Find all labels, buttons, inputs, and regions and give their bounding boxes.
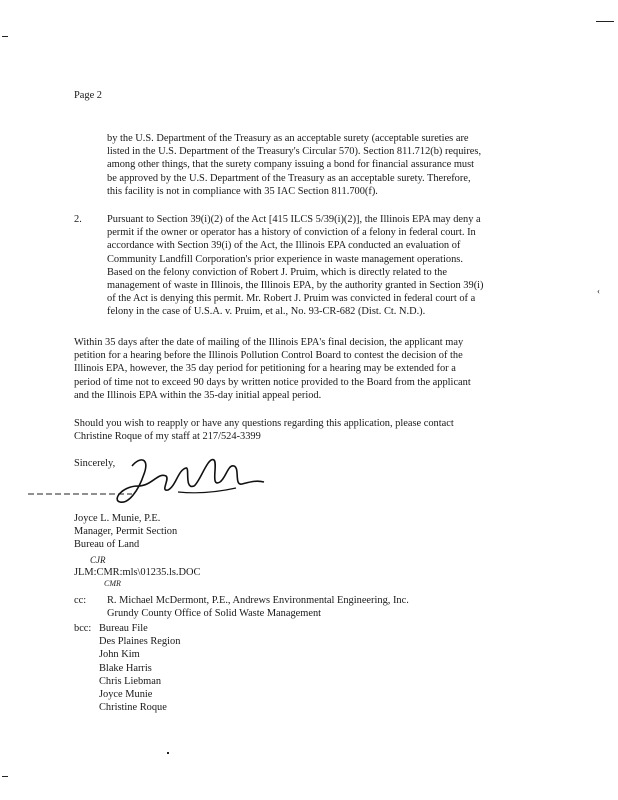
text-line: permit if the owner or operator has a history of conviction of a felony in federal court. In (107, 227, 476, 239)
item-number: 2. (74, 214, 82, 225)
signature (28, 452, 268, 512)
text-line: management of waste in Illinois, the Illinois EPA, by the authority granted in Section 39(i) (107, 280, 484, 292)
text-line: Within 35 days after the date of mailing of the Illinois EPA's final decision, the applicant may (74, 337, 464, 348)
text-line: of the Act is denying this permit. Mr. Robert J. Pruim was convicted in federal court of a (107, 293, 476, 305)
bcc-recipient: Bureau File (99, 623, 148, 634)
text-line: listed in the U.S. Department of the Treasury's Circular 570). Section 811.712(b) requires, (107, 146, 482, 158)
handwritten-initials-top: CJR (90, 555, 106, 565)
text-line: by the U.S. Department of the Treasury as an acceptable surety (acceptable sureties are (107, 133, 469, 144)
bcc-recipient: Blake Harris (99, 662, 152, 674)
bcc-recipient: Christine Roque (99, 702, 167, 714)
signer-title: Manager, Permit Section (74, 526, 178, 538)
signer-name: Joyce L. Munie, P.E. (74, 513, 161, 524)
cc-label: cc: (74, 595, 87, 606)
text-line: and the Illinois EPA within the 35-day initial appeal period. (74, 389, 322, 401)
text-line: felony in the case of U.S.A. v. Pruim, et al., No. 93-CR-682 (Dist. Ct. N.D.). (107, 306, 426, 318)
scan-dot (167, 752, 169, 754)
bcc-recipient: John Kim (99, 649, 140, 661)
signature-block (74, 512, 177, 552)
bcc-list (99, 622, 180, 714)
closing: Sincerely, (74, 458, 116, 469)
continuation-paragraph (107, 132, 481, 198)
text-line: period of time not to exceed 90 days by written notice provided to the Board from the applicant (74, 376, 471, 388)
contact-paragraph (74, 417, 454, 443)
reference-code: JLM:CMR:mls\01235.ls.DOC (74, 567, 201, 578)
scan-mark-top-right (596, 21, 614, 22)
cc-recipient: R. Michael McDermont, P.E., Andrews Environmental Engineering, Inc. (107, 595, 409, 606)
text-line: among other things, that the surety company issuing a bond for financial assurance must (107, 159, 475, 171)
text-line: Illinois EPA, however, the 35 day period for petitioning for a hearing may be extended for a (74, 363, 456, 375)
text-line: petition for a hearing before the Illinois Pollution Control Board to contest the decision of the (74, 350, 463, 362)
margin-mark: ‹ (597, 286, 600, 296)
text-line: Community Landfill Corporation's prior experience in waste management operations. (107, 253, 463, 265)
text-line: Pursuant to Section 39(i)(2) of the Act [415 ILCS 5/39(i)(2)], the Illinois EPA may deny a (107, 214, 481, 225)
bcc-recipient: Des Plaines Region (99, 636, 181, 648)
cc-recipient: Grundy County Office of Solid Waste Management (107, 608, 322, 620)
text-line: accordance with Section 39(i) of the Act, the Illinois EPA conducted an evaluation of (107, 240, 461, 252)
text-line: be approved by the U.S. Department of the Treasury as an acceptable surety. Therefore, (107, 172, 471, 184)
cc-list (107, 594, 409, 620)
handwritten-initials-bottom: CMR (104, 579, 121, 588)
page-label: Page 2 (74, 90, 102, 101)
scan-mark-bottom-left (2, 776, 8, 777)
item-2-paragraph (107, 213, 484, 319)
text-line: Christine Roque of my staff at 217/524-3399 (74, 431, 261, 443)
scan-mark-top-left (2, 36, 8, 37)
bcc-recipient: Chris Liebman (99, 675, 162, 687)
bcc-label: bcc: (74, 623, 92, 634)
text-line: Should you wish to reapply or have any questions regarding this application, please contact (74, 418, 454, 429)
text-line: Based on the felony conviction of Robert J. Pruim, which is directly related to the (107, 266, 447, 278)
appeal-paragraph (74, 336, 471, 402)
text-line: this facility is not in compliance with 35 IAC Section 811.700(f). (107, 185, 378, 197)
bcc-recipient: Joyce Munie (99, 689, 153, 701)
signer-bureau: Bureau of Land (74, 539, 140, 551)
